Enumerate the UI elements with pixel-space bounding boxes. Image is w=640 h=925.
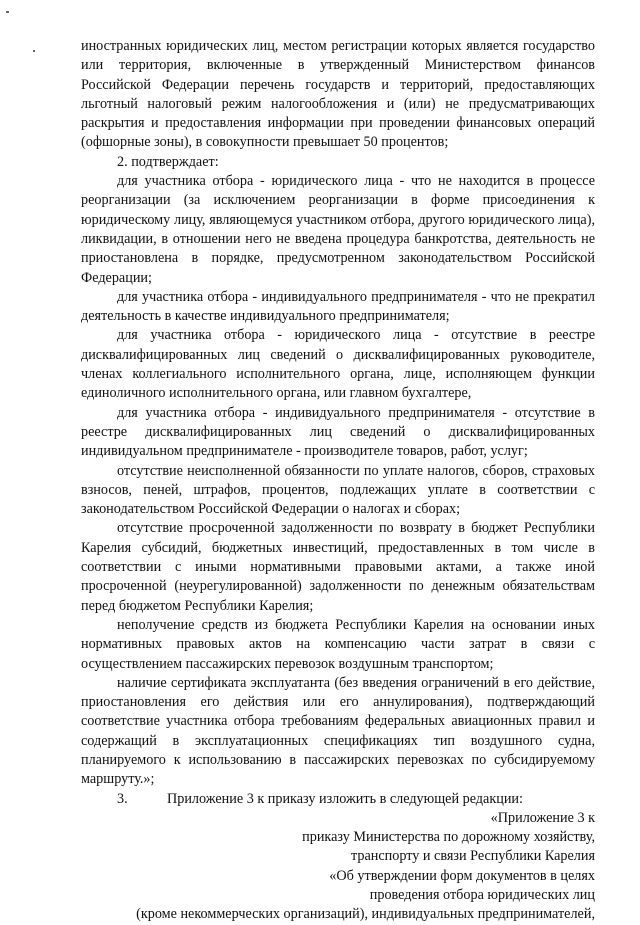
item-3-text: Приложение 3 к приказу изложить в следующей редакции: [167, 790, 523, 807]
appendix-header-line: приказу Министерства по дорожному хозяйству, [302, 829, 595, 846]
appendix-header-line: проведения отбора юридических лиц [369, 887, 595, 904]
paragraph-disqualified-entrepreneur: для участника отбора - индивидуального предпринимателя - отсутствие в реестре дисквалифицированных лиц сведений о дисквалифицированных индивидуальном предпринимателе - производителе товаров, работ, услуг; [81, 404, 595, 460]
item-3-number: 3. [117, 790, 128, 807]
paragraph-confirms-heading: 2. подтверждает: [117, 153, 219, 170]
paragraph-individual-entrepreneur-activity: для участника отбора - индивидуального предпринимателя - что не прекратил деятельность в качестве индивидуального предпринимателя; [81, 288, 595, 325]
paragraph-overdue-debt: отсутствие просроченной задолженности по возврату в бюджет Республики Карелия субсидий, бюджетных инвестиций, предоставленных в том числе в соответствии с иными нормативными правовыми актами, а также иной просроченной (неурегулированной) задолженности по денежным обязательствам перед бюджетом Республики Карелия; [81, 520, 595, 614]
paragraph-tax-obligations: отсутствие неисполненной обязанности по уплате налогов, сборов, страховых взносов, пеней, штрафов, процентов, подлежащих уплате в соответствии с законодательством Российской Федерации о налогах и сборах; [81, 462, 595, 518]
appendix-header-line: транспорту и связи Республики Карелия [351, 848, 595, 865]
scan-mark [6, 11, 9, 13]
appendix-header-line: (кроме некоммерческих организаций), индивидуальных предпринимателей, [136, 906, 595, 923]
paragraph-disqualified-legal-entity: для участника отбора - юридического лица - отсутствие в реестре дисквалифицированных лиц сведений о дисквалифицированных руководителе, членах коллегиального исполнительного органа, лице, исполняющем функции единоличного исполнительного органа, или главном бухгалтере, [81, 327, 595, 402]
document-body [81, 37, 595, 925]
paragraph-no-other-funding: неполучение средств из бюджета Республики Карелия на основании иных нормативных правовых актов на компенсацию части затрат в связи с осуществлением пассажирских перевозок воздушным транспортом; [81, 616, 595, 672]
item-3 [81, 790, 595, 809]
appendix-header-line: «Приложение 3 к [490, 809, 595, 826]
scan-mark [33, 50, 35, 52]
paragraph-legal-entity-reorganization: для участника отбора - юридического лица - что не находится в процессе реорганизации (за исключением реорганизации в форме присоединения к юридическому лицу, являющемуся участником отбора, другого юридического лица), ликвидации, в отношении него не введена процедура банкротства, деятельность не приостановлена в порядке, предусмотренном законодательством Российской Федерации; [81, 173, 595, 286]
paragraph-operator-certificate: наличие сертификата эксплуатанта (без введения ограничений в его действие, приостановления его действия или его аннулирования), подтверждающий соответствие участника отбора требованиям федеральных авиационных правил и содержащий в эксплуатационных спецификациях тип воздушного судна, планируемого к использованию в пассажирских перевозках по субсидируемому маршруту.»; [81, 674, 595, 788]
paragraph-offshore-continuation: иностранных юридических лиц, местом регистрации которых является государство или территория, включенные в утвержденный Министерством финансов Российской Федерации перечень государств и территорий, предоставляющих льготный налоговый режим налогообложения и (или) не предусматривающих раскрытия и предоставления информации при проведении финансовых операций (офшорные зоны), в совокупности превышает 50 процентов; [81, 38, 595, 151]
appendix-header-line: «Об утверждении форм документов в целях [329, 867, 595, 884]
